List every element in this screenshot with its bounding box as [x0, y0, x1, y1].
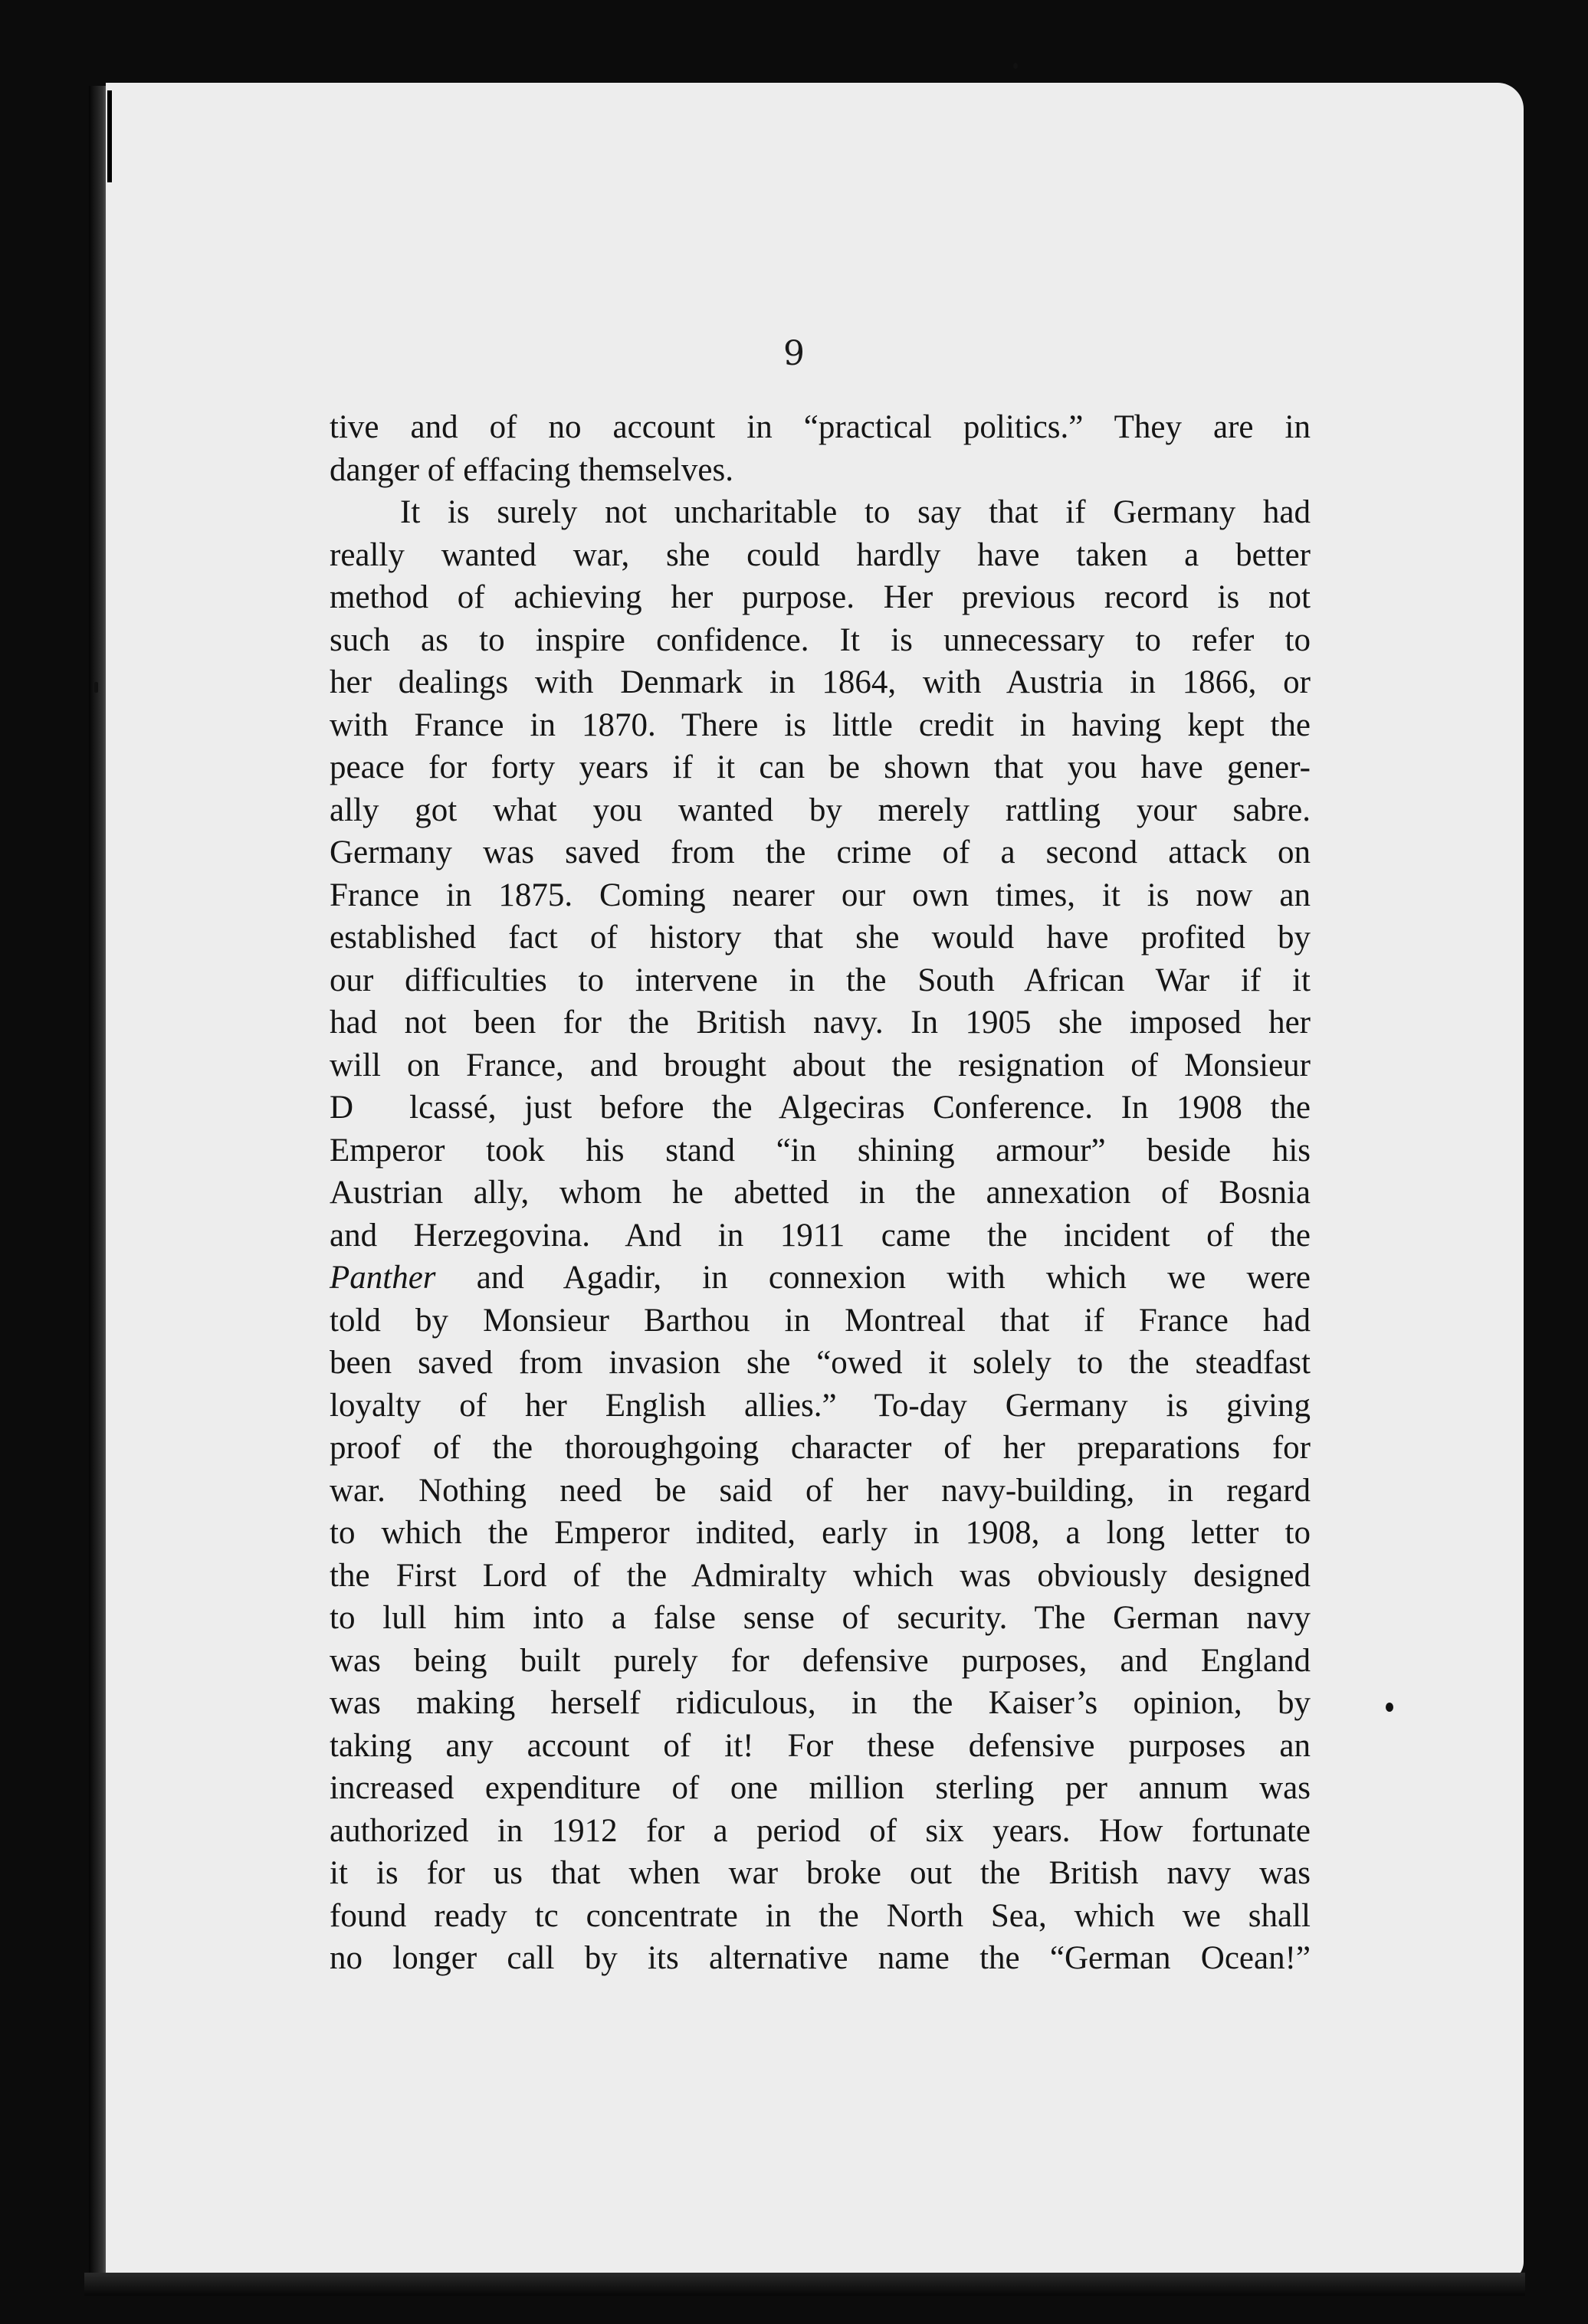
text-line: will on France, and brought about the resignation of Monsieur [330, 1047, 1311, 1083]
text-line: ally got what you wanted by merely rattling your sabre. [330, 792, 1311, 828]
text-line: told by Monsieur Barthou in Montreal that if France had [330, 1302, 1311, 1339]
text-line: danger of effacing themselves. [330, 451, 733, 488]
spine-edge-mark [107, 90, 112, 182]
scan-speck [1386, 1703, 1393, 1712]
text-line: Emperor took his stand “in shining armour” beside his [330, 1132, 1311, 1169]
page-number: 9 [783, 334, 805, 373]
text-line-remainder: and Agadir, in connexion with which we were [435, 1260, 1311, 1296]
text-line: France in 1875. Coming nearer our own times, it is now an [330, 877, 1311, 913]
text-line: had not been for the British navy. In 1905 she imposed her [330, 1005, 1311, 1041]
text-line: method of achieving her purpose. Her previous record is not [330, 579, 1311, 615]
text-line: found ready tc concentrate in the North Sea, which we shall [330, 1897, 1311, 1934]
text-line: war. Nothing need be said of her navy-building, in regard [330, 1472, 1311, 1509]
text-line: to lull him into a false sense of security. The German navy [330, 1600, 1311, 1636]
page-bottom-edge [84, 2273, 1525, 2296]
text-line: and Herzegovina. And in 1911 came the incident of the [330, 1217, 1311, 1254]
text-line: It is surely not uncharitable to say that if Germany had [400, 494, 1311, 530]
text-line: was being built purely for defensive purposes, and England [330, 1642, 1311, 1679]
text-line: peace for forty years if it can be shown that you have gener- [330, 749, 1311, 785]
text-line: our difficulties to intervene in the South African War if it [330, 962, 1311, 998]
text-line: such as to inspire confidence. It is unnecessary to refer to [330, 621, 1311, 658]
text-line: was making herself ridiculous, in the Kaiser’s opinion, by [330, 1685, 1311, 1721]
text-line: Austrian ally, whom he abetted in the annexation of Bosnia [330, 1175, 1311, 1211]
text-line: with France in 1870. There is little credit in having kept the [330, 706, 1311, 743]
text-line: taking any account of it! For these defensive purposes an [330, 1727, 1311, 1764]
text-line: no longer call by its alternative name the “German Ocean!” [330, 1940, 1311, 1976]
scan-speck [1013, 63, 1018, 69]
text-line: D lcassé, just before the Algeciras Conference. In 1908 the [330, 1090, 1311, 1126]
body-text [330, 406, 1311, 1980]
text-line: increased expenditure of one million sterling per annum was [330, 1770, 1311, 1806]
text-line: to which the Emperor indited, early in 1908, a long letter to [330, 1515, 1311, 1551]
text-line: Germany was saved from the crime of a second attack on [330, 834, 1311, 870]
ship-name-italic: Panther [330, 1260, 436, 1296]
text-line: proof of the thoroughgoing character of her preparations for [330, 1430, 1311, 1466]
text-line: her dealings with Denmark in 1864, with Austria in 1866, or [330, 664, 1311, 700]
text-line: tive and of no account in “practical politics.” They are in [330, 409, 1311, 445]
text-line: the First Lord of the Admiralty which was obviously designed [330, 1557, 1311, 1594]
text-line: established fact of history that she would have profited by [330, 919, 1311, 955]
text-line: it is for us that when war broke out the British navy was [330, 1855, 1311, 1891]
text-line: loyalty of her English allies.” To-day Germany is giving [330, 1387, 1311, 1424]
text-line [330, 1257, 1311, 1300]
text-line: really wanted war, she could hardly have taken a better [330, 536, 1311, 573]
text-line: been saved from invasion she “owed it solely to the steadfast [330, 1345, 1311, 1381]
scan-speck [94, 682, 98, 693]
text-line: authorized in 1912 for a period of six years. How fortunate [330, 1812, 1311, 1849]
